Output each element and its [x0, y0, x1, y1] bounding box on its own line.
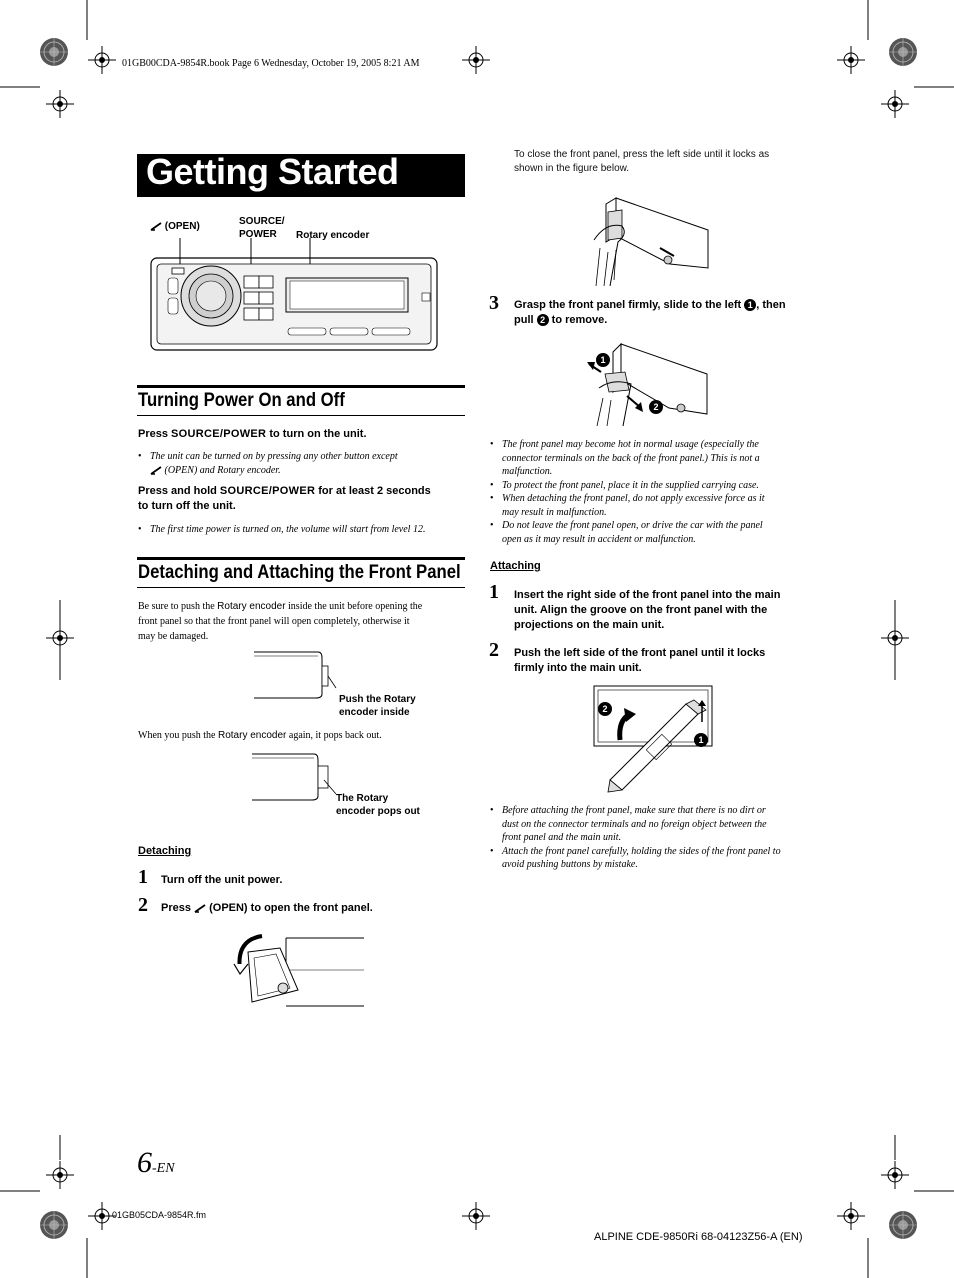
- source-power-key: SOURCE/POWER: [171, 428, 267, 440]
- open-panel-illustration: [228, 930, 368, 1010]
- power-note-1b: (OPEN) and Rotary encoder.: [164, 464, 281, 476]
- detach-step-2-text: [161, 901, 373, 916]
- step3-b: , then: [756, 299, 786, 311]
- rotary-label: Rotary encoder: [296, 230, 370, 241]
- when-1: When you push the: [138, 730, 218, 741]
- fig-circled-2: 2: [649, 400, 663, 414]
- detaching-label: Detaching: [138, 845, 192, 857]
- page-number: [137, 1146, 175, 1180]
- attach-circled-1: 1: [694, 733, 708, 747]
- step-3-text: [514, 298, 786, 328]
- header-file-info: 01GB00CDA-9854R.book Page 6 Wednesday, October 19, 2005 8:21 AM: [122, 58, 420, 69]
- section-rule-top: [137, 385, 465, 388]
- footer-file: 01GB05CDA-9854R.fm: [112, 1210, 207, 1220]
- attach-circled-2: 2: [598, 702, 612, 716]
- detach-step-2-num: 2: [138, 894, 148, 916]
- pops-callout: [336, 792, 420, 818]
- push-callout-2: encoder inside: [339, 707, 410, 718]
- attach-step-1-text: [514, 588, 780, 633]
- note-line: malfunction.: [502, 466, 553, 477]
- attach-step2-line2: firmly into the main unit.: [514, 662, 642, 674]
- section-heading-power: Turning Power On and Off: [138, 390, 345, 411]
- push-rotary-illustration: [250, 650, 340, 705]
- open-icon: [150, 466, 162, 475]
- unit-faceplate-illustration: [148, 238, 440, 353]
- note-line: The front panel may become hot in normal usage (especially the: [502, 439, 759, 450]
- circled-1: 1: [744, 299, 756, 311]
- note-line: front panel and the main unit.: [502, 832, 622, 843]
- fig-circled-1: 1: [596, 353, 610, 367]
- section-rule-bottom: [137, 415, 465, 416]
- press-text-2: to turn on the unit.: [266, 428, 367, 440]
- open-label-text: (OPEN): [164, 221, 200, 232]
- power-note-2: • The first time power is turned on, the volume will start from level 12.: [138, 524, 426, 535]
- when-3: again, it pops back out.: [286, 730, 382, 741]
- step3-c: pull: [514, 314, 537, 326]
- source-label-1: SOURCE/: [239, 216, 285, 227]
- note-line: dust on the connector terminals and no foreign object between the: [502, 818, 767, 830]
- attach-step1-line2: unit. Align the groove on the front panel with the: [514, 604, 768, 616]
- page-num: 6: [137, 1146, 152, 1179]
- footer-model: ALPINE CDE-9850Ri 68-04123Z56-A (EN): [594, 1231, 803, 1243]
- attach-step2-line1: Push the left side of the front panel until it locks: [514, 647, 766, 659]
- attach-step-2-text: [514, 646, 765, 676]
- section-rule-top-2: [137, 557, 465, 560]
- note-line: open as it may result in accident or malfunction.: [502, 533, 696, 545]
- intro-2: front panel so that the front panel will open completely, otherwise it: [138, 616, 410, 627]
- note-line: To protect the front panel, place it in the supplied carrying case.: [502, 479, 759, 491]
- intro-1b: Rotary encoder: [217, 601, 286, 612]
- step3-a: Grasp the front panel firmly, slide to the left: [514, 299, 745, 311]
- detach-intro: [138, 599, 468, 644]
- power-note-1: • The unit can be turned on by pressing any other button except (OPEN) and Rotary encoder.: [150, 450, 460, 477]
- section-rule-bottom-2: [137, 587, 465, 588]
- attach-fig-badge-1: [694, 731, 708, 749]
- attaching-label: Attaching: [490, 560, 541, 572]
- hold-text-2: for at least 2 seconds: [315, 485, 431, 497]
- note-line: Attach the front panel carefully, holding the sides of the front panel to: [502, 845, 781, 857]
- attach-fig-badge-2: [598, 700, 612, 718]
- note-line: Do not leave the front panel open, or drive the car with the panel: [502, 520, 763, 531]
- when-push-line: [138, 728, 382, 743]
- pops-out-illustration: [250, 752, 340, 807]
- power-note-2-text: The first time power is turned on, the volume will start from level 12.: [150, 524, 426, 535]
- hold-text-3: to turn off the unit.: [138, 500, 236, 512]
- pops-callout-2: encoder pops out: [336, 806, 420, 817]
- attach-notes: • Before attaching the front panel, make sure that there is no dirt or dust on the connector terminals and no foreign object between the front panel and the main unit. • Attach the front panel carefully, holding the sides of the front panel to avoid pushing buttons by mistake.: [502, 804, 822, 872]
- intro-1c: inside the unit before opening the: [285, 601, 423, 612]
- attach-step1-line1: Insert the right side of the front panel into the main: [514, 589, 781, 601]
- front-panel-notes: • The front panel may become hot in normal usage (especially the connector terminals on the back of the front panel.) This is not a malfunction. • To protect the front panel, place it in the supplied carrying case. • When detaching the front panel, do not apply excessive force as it may result in malfunction. • Do not leave the front panel open, or drive the car with the panel open as it may result in accident or malfunction.: [502, 438, 812, 546]
- close-instruction: [514, 148, 769, 176]
- hold-text-1: Press and hold: [138, 485, 220, 497]
- page-suffix: -EN: [152, 1161, 175, 1176]
- step3-d: to remove.: [548, 314, 608, 326]
- circled-2: 2: [537, 314, 549, 326]
- push-callout-1: Push the Rotary: [339, 694, 416, 705]
- open-icon: [150, 222, 162, 231]
- source-label-2: POWER: [239, 229, 277, 240]
- press-hold-line: [138, 484, 431, 514]
- page-title: Getting Started: [146, 151, 399, 192]
- close-2: shown in the figure below.: [514, 163, 630, 174]
- note-line: avoid pushing buttons by mistake.: [502, 859, 638, 870]
- attach-step-1-num: 1: [489, 581, 499, 603]
- when-2: Rotary encoder: [218, 730, 287, 741]
- step-3-num: 3: [489, 292, 499, 314]
- attach-step1-line3: projections on the main unit.: [514, 619, 665, 631]
- pops-callout-1: The Rotary: [336, 793, 389, 804]
- step2-text-b: (OPEN) to open the front panel.: [209, 902, 373, 914]
- close-panel-illustration: [588, 190, 723, 290]
- detach-step-1-text: Turn off the unit power.: [161, 874, 283, 886]
- step2-text-a: Press: [161, 902, 195, 914]
- open-icon: [194, 904, 206, 913]
- remove-fig-badge-2: [649, 398, 663, 416]
- note-line: may result in malfunction.: [502, 506, 607, 518]
- source-power-key-2: SOURCE/POWER: [219, 485, 316, 497]
- section-heading-detach: Detaching and Attaching the Front Panel: [138, 562, 461, 583]
- press-text-1: Press: [138, 428, 172, 440]
- note-line: When detaching the front panel, do not apply excessive force as it: [502, 493, 765, 504]
- remove-fig-badge-1: [596, 351, 610, 369]
- open-label: [150, 220, 200, 233]
- attach-step-2-num: 2: [489, 639, 499, 661]
- intro-1a: Be sure to push the: [138, 601, 218, 612]
- close-1: To close the front panel, press the left side until it locks as: [514, 149, 770, 160]
- push-callout: [339, 693, 416, 719]
- intro-3: may be damaged.: [138, 631, 209, 642]
- press-source-line: [138, 427, 367, 442]
- detach-step-1-num: 1: [138, 866, 148, 888]
- power-note-1a: The unit can be turned on by pressing any other button except: [150, 451, 398, 462]
- note-line: connector terminals on the back of the front panel.) This is not a: [502, 452, 760, 464]
- note-line: Before attaching the front panel, make sure that there is no dirt or: [502, 805, 766, 816]
